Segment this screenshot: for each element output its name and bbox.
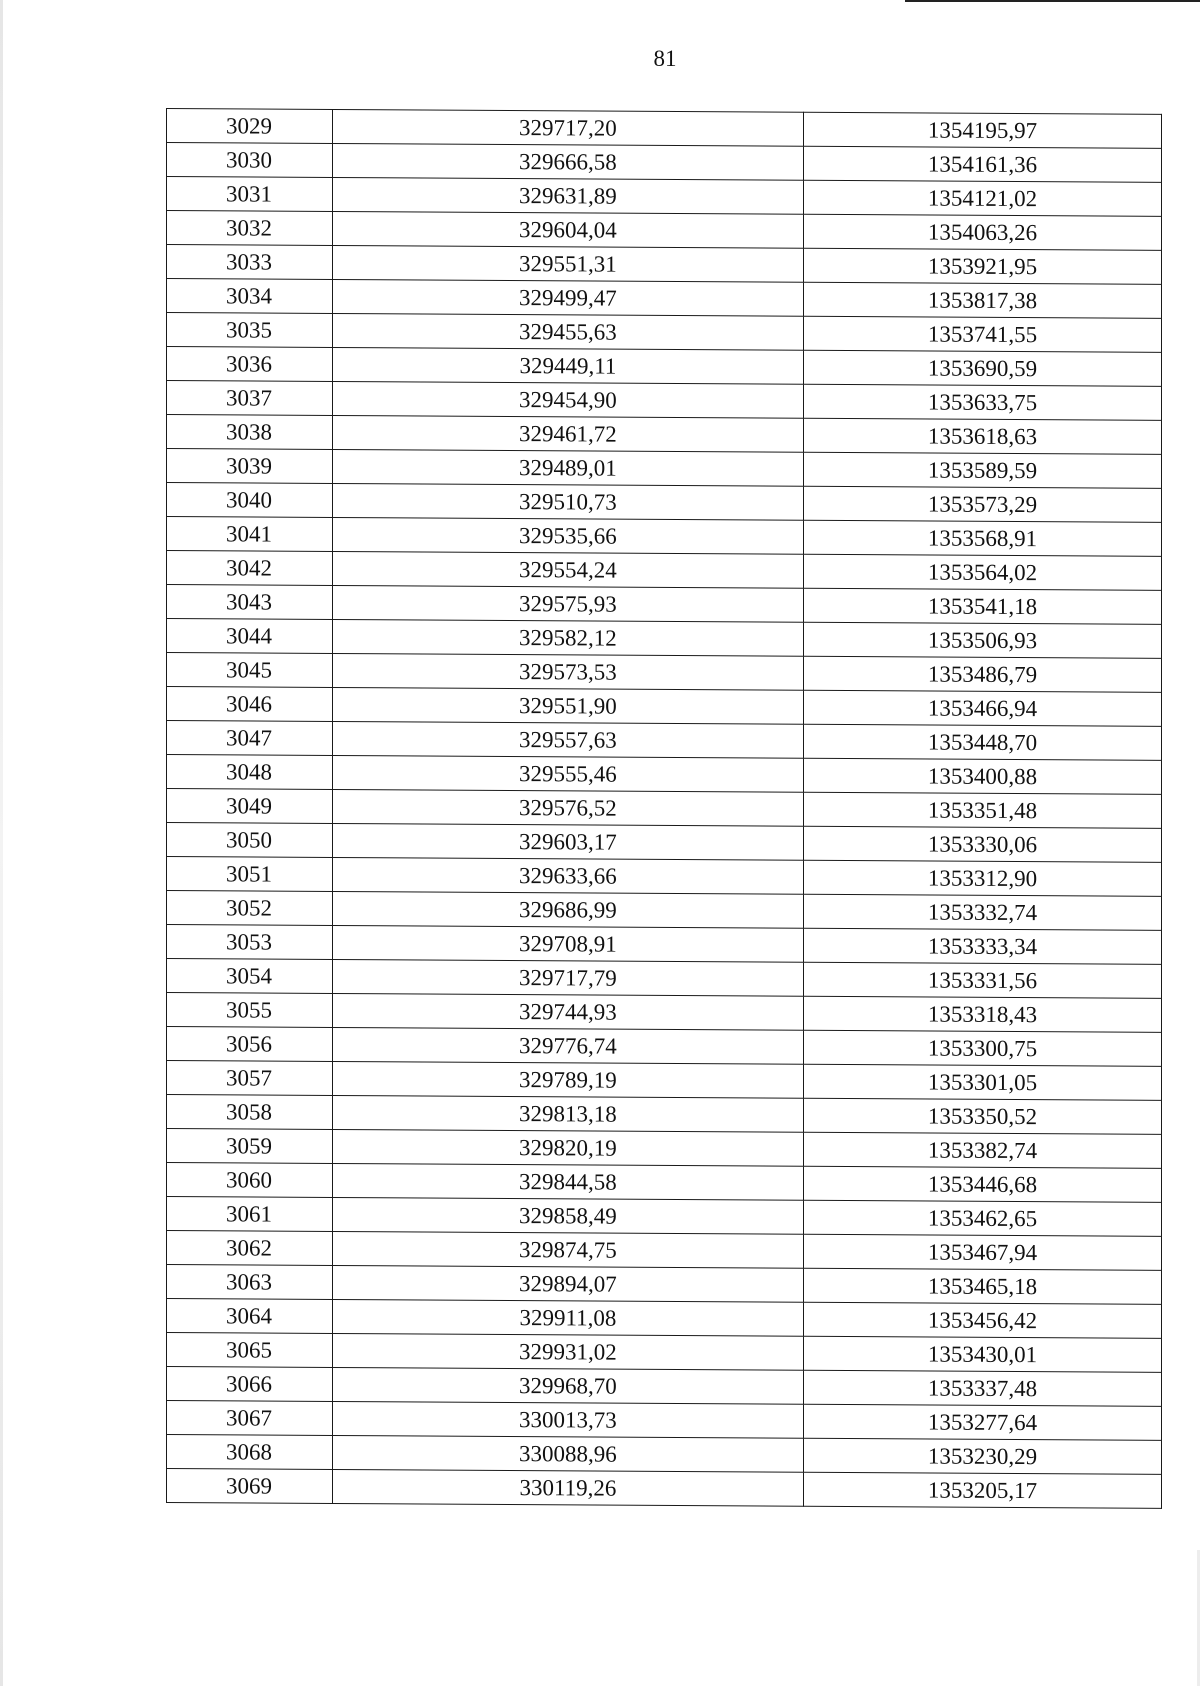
- x-coordinate-cell: 329454,90: [332, 381, 803, 418]
- y-coordinate-cell: 1354121,02: [804, 180, 1162, 216]
- y-coordinate-cell: 1353466,94: [804, 690, 1162, 726]
- y-coordinate-cell: 1353690,59: [804, 350, 1162, 386]
- point-number-cell: 3037: [167, 381, 333, 416]
- x-coordinate-cell: 329557,63: [332, 721, 803, 758]
- top-rule: [905, 0, 1200, 2]
- point-number-cell: 3050: [167, 823, 333, 858]
- x-coordinate-cell: 329631,89: [332, 177, 803, 214]
- y-coordinate-cell: 1354195,97: [804, 112, 1162, 148]
- x-coordinate-cell: 329708,91: [332, 925, 803, 962]
- x-coordinate-cell: 329789,19: [332, 1061, 803, 1098]
- x-coordinate-cell: 329582,12: [332, 619, 803, 656]
- point-number-cell: 3035: [167, 313, 333, 348]
- x-coordinate-cell: 329686,99: [332, 891, 803, 928]
- y-coordinate-cell: 1353573,29: [804, 486, 1162, 522]
- x-coordinate-cell: 329858,49: [332, 1197, 803, 1234]
- x-coordinate-cell: 329575,93: [332, 585, 803, 622]
- point-number-cell: 3038: [167, 415, 333, 450]
- point-number-cell: 3031: [167, 177, 333, 212]
- y-coordinate-cell: 1353301,05: [804, 1064, 1162, 1100]
- x-coordinate-cell: 330088,96: [332, 1435, 803, 1472]
- y-coordinate-cell: 1353465,18: [804, 1268, 1162, 1304]
- point-number-cell: 3044: [167, 619, 333, 654]
- x-coordinate-cell: 329666,58: [332, 143, 803, 180]
- y-coordinate-cell: 1353633,75: [804, 384, 1162, 420]
- y-coordinate-cell: 1353333,34: [804, 928, 1162, 964]
- y-coordinate-cell: 1353921,95: [804, 248, 1162, 284]
- x-coordinate-cell: 330119,26: [332, 1469, 803, 1506]
- x-coordinate-cell: 329555,46: [332, 755, 803, 792]
- point-number-cell: 3048: [167, 755, 333, 790]
- x-coordinate-cell: 329499,47: [332, 279, 803, 316]
- x-coordinate-cell: 329894,07: [332, 1265, 803, 1302]
- point-number-cell: 3033: [167, 245, 333, 280]
- x-coordinate-cell: 329968,70: [332, 1367, 803, 1404]
- x-coordinate-cell: 329489,01: [332, 449, 803, 486]
- y-coordinate-cell: 1353300,75: [804, 1030, 1162, 1066]
- y-coordinate-cell: 1353448,70: [804, 724, 1162, 760]
- y-coordinate-cell: 1353618,63: [804, 418, 1162, 454]
- x-coordinate-cell: 329554,24: [332, 551, 803, 588]
- x-coordinate-cell: 329820,19: [332, 1129, 803, 1166]
- y-coordinate-cell: 1353382,74: [804, 1132, 1162, 1168]
- point-number-cell: 3043: [167, 585, 333, 620]
- y-coordinate-cell: 1353332,74: [804, 894, 1162, 930]
- y-coordinate-cell: 1353400,88: [804, 758, 1162, 794]
- x-coordinate-cell: 329573,53: [332, 653, 803, 690]
- coordinates-table: [166, 108, 1162, 1509]
- point-number-cell: 3061: [167, 1197, 333, 1232]
- y-coordinate-cell: 1353467,94: [804, 1234, 1162, 1270]
- y-coordinate-cell: 1353330,06: [804, 826, 1162, 862]
- y-coordinate-cell: 1353741,55: [804, 316, 1162, 352]
- x-coordinate-cell: 329535,66: [332, 517, 803, 554]
- x-coordinate-cell: 329455,63: [332, 313, 803, 350]
- point-number-cell: 3062: [167, 1231, 333, 1266]
- y-coordinate-cell: 1353350,52: [804, 1098, 1162, 1134]
- x-coordinate-cell: 329776,74: [332, 1027, 803, 1064]
- x-coordinate-cell: 329911,08: [332, 1299, 803, 1336]
- point-number-cell: 3045: [167, 653, 333, 688]
- y-coordinate-cell: 1353564,02: [804, 554, 1162, 590]
- point-number-cell: 3046: [167, 687, 333, 722]
- y-coordinate-cell: 1353430,01: [804, 1336, 1162, 1372]
- point-number-cell: 3030: [167, 143, 333, 178]
- x-coordinate-cell: 329813,18: [332, 1095, 803, 1132]
- x-coordinate-cell: 329551,31: [332, 245, 803, 282]
- y-coordinate-cell: 1353506,93: [804, 622, 1162, 658]
- y-coordinate-cell: 1354063,26: [804, 214, 1162, 250]
- point-number-cell: 3040: [167, 483, 333, 518]
- x-coordinate-cell: 329510,73: [332, 483, 803, 520]
- y-coordinate-cell: 1353462,65: [804, 1200, 1162, 1236]
- y-coordinate-cell: 1353230,29: [804, 1438, 1162, 1474]
- point-number-cell: 3057: [167, 1061, 333, 1096]
- point-number-cell: 3051: [167, 857, 333, 892]
- point-number-cell: 3060: [167, 1163, 333, 1198]
- y-coordinate-cell: 1353486,79: [804, 656, 1162, 692]
- y-coordinate-cell: 1353568,91: [804, 520, 1162, 556]
- y-coordinate-cell: 1353541,18: [804, 588, 1162, 624]
- point-number-cell: 3058: [167, 1095, 333, 1130]
- point-number-cell: 3066: [167, 1367, 333, 1402]
- point-number-cell: 3049: [167, 789, 333, 824]
- x-coordinate-cell: 329717,20: [332, 109, 803, 146]
- point-number-cell: 3041: [167, 517, 333, 552]
- x-coordinate-cell: 330013,73: [332, 1401, 803, 1438]
- point-number-cell: 3032: [167, 211, 333, 246]
- x-coordinate-cell: 329461,72: [332, 415, 803, 452]
- y-coordinate-cell: 1353589,59: [804, 452, 1162, 488]
- y-coordinate-cell: 1353312,90: [804, 860, 1162, 896]
- x-coordinate-cell: 329604,04: [332, 211, 803, 248]
- point-number-cell: 3063: [167, 1265, 333, 1300]
- y-coordinate-cell: 1353337,48: [804, 1370, 1162, 1406]
- y-coordinate-cell: 1353351,48: [804, 792, 1162, 828]
- x-coordinate-cell: 329844,58: [332, 1163, 803, 1200]
- y-coordinate-cell: 1353446,68: [804, 1166, 1162, 1202]
- point-number-cell: 3056: [167, 1027, 333, 1062]
- point-number-cell: 3052: [167, 891, 333, 926]
- point-number-cell: 3059: [167, 1129, 333, 1164]
- x-coordinate-cell: 329449,11: [332, 347, 803, 384]
- point-number-cell: 3036: [167, 347, 333, 382]
- x-coordinate-cell: 329931,02: [332, 1333, 803, 1370]
- coordinates-table-body: [167, 109, 1162, 1509]
- y-coordinate-cell: 1354161,36: [804, 146, 1162, 182]
- x-coordinate-cell: 329717,79: [332, 959, 803, 996]
- y-coordinate-cell: 1353817,38: [804, 282, 1162, 318]
- y-coordinate-cell: 1353456,42: [804, 1302, 1162, 1338]
- point-number-cell: 3065: [167, 1333, 333, 1368]
- point-number-cell: 3039: [167, 449, 333, 484]
- point-number-cell: 3029: [167, 109, 333, 144]
- point-number-cell: 3034: [167, 279, 333, 314]
- point-number-cell: 3054: [167, 959, 333, 994]
- point-number-cell: 3068: [167, 1435, 333, 1470]
- point-number-cell: 3047: [167, 721, 333, 756]
- point-number-cell: 3042: [167, 551, 333, 586]
- y-coordinate-cell: 1353277,64: [804, 1404, 1162, 1440]
- table-row: [167, 1469, 1162, 1509]
- point-number-cell: 3064: [167, 1299, 333, 1334]
- y-coordinate-cell: 1353205,17: [804, 1472, 1162, 1508]
- x-coordinate-cell: 329633,66: [332, 857, 803, 894]
- point-number-cell: 3067: [167, 1401, 333, 1436]
- point-number-cell: 3053: [167, 925, 333, 960]
- x-coordinate-cell: 329551,90: [332, 687, 803, 724]
- point-number-cell: 3055: [167, 993, 333, 1028]
- point-number-cell: 3069: [167, 1469, 333, 1504]
- y-coordinate-cell: 1353331,56: [804, 962, 1162, 998]
- x-coordinate-cell: 329603,17: [332, 823, 803, 860]
- y-coordinate-cell: 1353318,43: [804, 996, 1162, 1032]
- page-number: 81: [653, 46, 677, 71]
- scan-edge-left: [0, 0, 3, 1686]
- x-coordinate-cell: 329576,52: [332, 789, 803, 826]
- x-coordinate-cell: 329874,75: [332, 1231, 803, 1268]
- x-coordinate-cell: 329744,93: [332, 993, 803, 1030]
